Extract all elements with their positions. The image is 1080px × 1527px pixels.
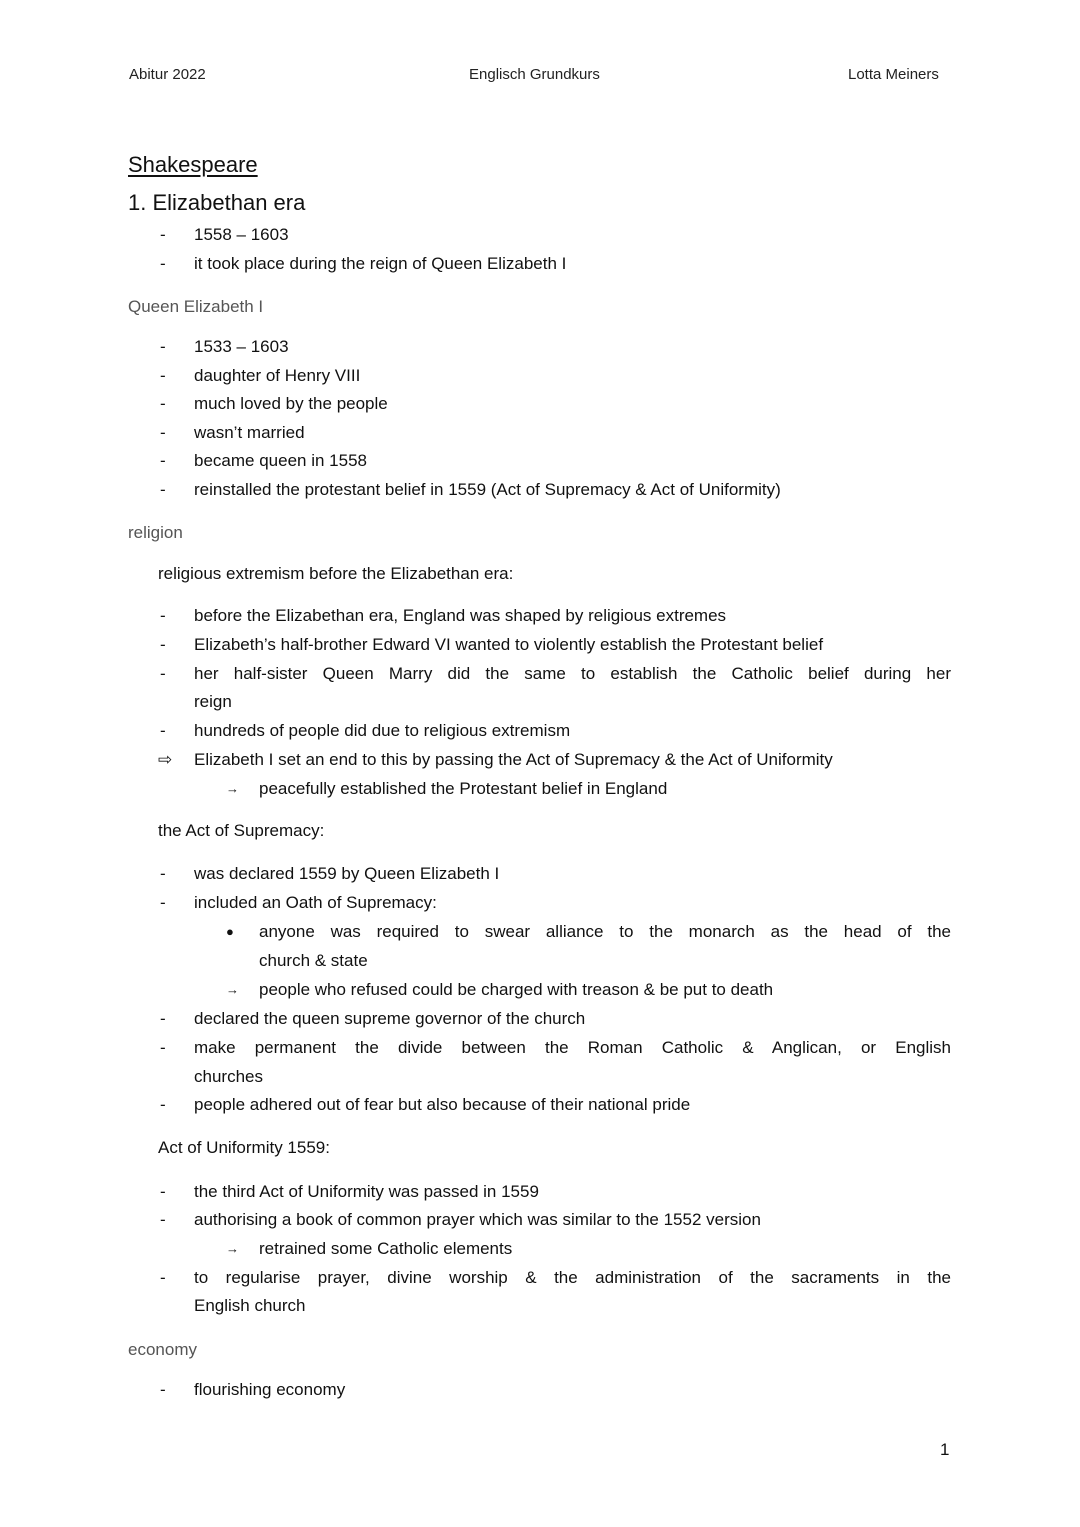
list-item: became queen in 1558: [194, 451, 367, 470]
dash: -: [160, 480, 166, 499]
dash: -: [160, 366, 166, 385]
dash: -: [160, 1038, 166, 1057]
arrow-icon: →: [226, 982, 239, 997]
header-right: Lotta Meiners: [848, 66, 939, 83]
dash: -: [160, 451, 166, 470]
bullet-icon: ●: [226, 924, 234, 939]
list-item-continued: reign: [194, 692, 232, 711]
sub-item: people who refused could be charged with treason & be put to death: [259, 980, 774, 999]
dash: -: [160, 1268, 166, 1287]
list-item: authorising a book of common prayer which was similar to the 1552 version: [194, 1210, 761, 1229]
sub-item: retrained some Catholic elements: [259, 1239, 513, 1258]
dash: -: [160, 1009, 166, 1028]
dash: -: [160, 254, 166, 273]
list-item: before the Elizabethan era, England was shaped by religious extremes: [194, 606, 727, 625]
subheading: religion: [128, 523, 183, 542]
list-item: 1533 – 1603: [194, 337, 289, 356]
dash: -: [160, 1380, 166, 1399]
document-title: Shakespeare: [128, 152, 258, 177]
list-item-continued: English church: [194, 1296, 306, 1315]
list-item: much loved by the people: [194, 394, 388, 413]
dash: -: [160, 1095, 166, 1114]
list-item: daughter of Henry VIII: [194, 366, 361, 385]
list-item: flourishing economy: [194, 1380, 346, 1399]
dash: -: [160, 394, 166, 413]
arrow-icon: →: [226, 1241, 239, 1256]
list-item: reinstalled the protestant belief in 1559 (Act of Supremacy & Act of Uniformity): [194, 480, 781, 499]
list-item: included an Oath of Supremacy:: [194, 893, 437, 912]
arrow-icon: →: [226, 781, 239, 796]
list-item: make permanent the divide between the Roman Catholic & Anglican, or English: [194, 1038, 951, 1057]
dash: -: [160, 635, 166, 654]
list-item: 1558 – 1603: [194, 225, 289, 244]
dash: -: [160, 664, 166, 683]
dash: -: [160, 225, 166, 244]
list-item: people adhered out of fear but also because of their national pride: [194, 1095, 691, 1114]
dash: -: [160, 893, 166, 912]
page-number: 1: [940, 1440, 950, 1459]
list-item-continued: churches: [194, 1067, 263, 1086]
intro-text: the Act of Supremacy:: [158, 821, 325, 840]
sub-item: peacefully established the Protestant belief in England: [259, 779, 668, 798]
dash: -: [160, 337, 166, 356]
list-item: was declared 1559 by Queen Elizabeth I: [194, 864, 500, 883]
header-center: Englisch Grundkurs: [469, 66, 600, 83]
list-item: it took place during the reign of Queen Elizabeth I: [194, 254, 567, 273]
sub-item: anyone was required to swear alliance to the monarch as the head of the: [259, 922, 951, 941]
conclusion: Elizabeth I set an end to this by passing the Act of Supremacy & the Act of Uniformity: [194, 750, 833, 769]
hollow-arrow-icon: ⇨: [158, 750, 173, 769]
dash: -: [160, 1210, 166, 1229]
section-heading: 1. Elizabethan era: [128, 190, 306, 215]
list-item: hundreds of people did due to religious extremism: [194, 721, 571, 740]
list-item: wasn’t married: [194, 423, 305, 442]
intro-text: Act of Uniformity 1559:: [158, 1138, 330, 1157]
sub-item-continued: church & state: [259, 951, 368, 970]
list-item: her half-sister Queen Marry did the same to establish the Catholic belief during her: [194, 664, 951, 683]
dash: -: [160, 721, 166, 740]
list-item: declared the queen supreme governor of the church: [194, 1009, 586, 1028]
dash: -: [160, 423, 166, 442]
intro-text: religious extremism before the Elizabethan era:: [158, 564, 514, 583]
header-left: Abitur 2022: [129, 66, 206, 83]
subheading: Queen Elizabeth I: [128, 297, 264, 316]
dash: -: [160, 864, 166, 883]
subheading: economy: [128, 1340, 197, 1359]
dash: -: [160, 606, 166, 625]
dash: -: [160, 1182, 166, 1201]
list-item: to regularise prayer, divine worship & the administration of the sacraments in the: [194, 1268, 951, 1287]
list-item: the third Act of Uniformity was passed in 1559: [194, 1182, 539, 1201]
list-item: Elizabeth’s half-brother Edward VI wanted to violently establish the Protestant belief: [194, 635, 824, 654]
